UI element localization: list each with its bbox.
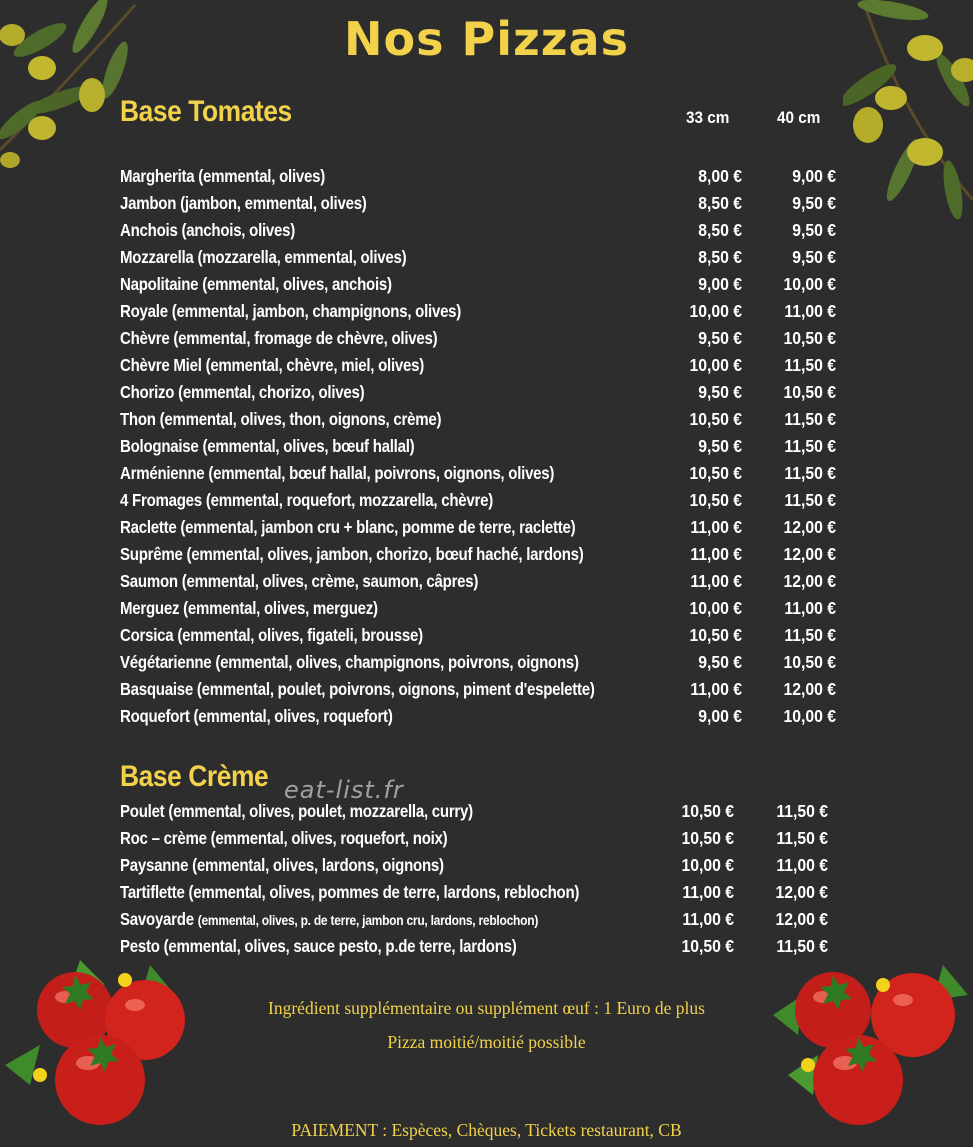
menu-item-ingredients: (emmental, olives, p. de terre, jambon cru, lardons, reblochon) <box>197 912 539 928</box>
menu-item-title: Savoyarde <box>120 909 194 929</box>
price-33cm: 10,50 € <box>689 490 742 510</box>
menu-item-title: Végétarienne (emmental, olives, champignons, poivrons, oignons) <box>120 652 579 672</box>
price-33cm: 10,50 € <box>689 625 742 645</box>
menu-item <box>120 541 860 568</box>
menu-item-name <box>120 190 367 217</box>
menu-item-title: Raclette (emmental, jambon cru + blanc, pomme de terre, raclette) <box>120 517 576 537</box>
menu-item <box>120 217 860 244</box>
price-40cm: 11,50 € <box>784 409 836 429</box>
price-33cm: 10,50 € <box>681 801 734 821</box>
menu-item <box>120 298 860 325</box>
menu-item-name <box>120 541 584 568</box>
menu-item <box>120 271 860 298</box>
half-half-note: Pizza moitié/moitié possible <box>387 1032 586 1052</box>
price-40cm: 9,50 € <box>792 193 836 213</box>
price-40cm: 11,50 € <box>784 490 836 510</box>
menu-item-title: Anchois (anchois, olives) <box>120 220 296 240</box>
menu-item-name <box>120 703 393 730</box>
menu-list-base-creme <box>120 798 860 960</box>
price-40cm: 12,00 € <box>783 517 836 537</box>
price-33cm: 10,50 € <box>689 463 742 483</box>
menu-item-name <box>120 514 575 541</box>
menu-item-title: Thon (emmental, olives, thon, oignons, crème) <box>120 409 442 429</box>
price-40cm: 11,50 € <box>784 625 836 645</box>
price-33cm: 10,50 € <box>689 409 742 429</box>
price-40cm: 9,50 € <box>792 247 836 267</box>
price-40cm: 11,50 € <box>784 436 836 456</box>
menu-item <box>120 163 860 190</box>
price-33cm: 11,00 € <box>682 909 734 929</box>
price-33cm: 11,00 € <box>690 571 742 591</box>
page-title: Nos Pizzas <box>344 12 629 66</box>
menu-item-title: Poulet (emmental, olives, poulet, mozzarella, curry) <box>120 801 473 821</box>
menu-item <box>120 906 860 933</box>
price-33cm: 10,50 € <box>681 828 734 848</box>
menu-item-title: Chèvre Miel (emmental, chèvre, miel, olives) <box>120 355 424 375</box>
menu-item-title: Napolitaine (emmental, olives, anchois) <box>120 274 392 294</box>
price-40cm: 11,00 € <box>784 301 836 321</box>
price-40cm: 10,50 € <box>783 652 836 672</box>
menu-item <box>120 487 860 514</box>
supplement-note: Ingrédient supplémentaire ou supplément œuf : 1 Euro de plus <box>268 998 705 1018</box>
menu-item-name <box>120 649 579 676</box>
menu-item-title: Mozzarella (mozzarella, emmental, olives) <box>120 247 407 267</box>
menu-item-title: Paysanne (emmental, olives, lardons, oignons) <box>120 855 444 875</box>
price-40cm: 12,00 € <box>775 882 828 902</box>
menu-item <box>120 379 860 406</box>
menu-item-title: Basquaise (emmental, poulet, poivrons, oignons, piment d'espelette) <box>120 679 595 699</box>
size-header-40: 40 cm <box>777 108 821 127</box>
menu-item-title: Margherita (emmental, olives) <box>120 166 325 186</box>
menu-item <box>120 825 860 852</box>
menu-item-name <box>120 433 414 460</box>
price-33cm: 8,50 € <box>698 220 742 240</box>
price-33cm: 9,00 € <box>698 706 742 726</box>
menu-item <box>120 460 860 487</box>
price-40cm: 11,50 € <box>784 463 836 483</box>
price-40cm: 12,00 € <box>783 679 836 699</box>
menu-item-name <box>120 825 447 852</box>
menu-item-title: Tartiflette (emmental, olives, pommes de terre, lardons, reblochon) <box>120 882 580 902</box>
price-33cm: 10,00 € <box>689 355 742 375</box>
price-33cm: 10,00 € <box>689 301 742 321</box>
section-heading-base-tomates: Base Tomates <box>120 95 292 128</box>
price-33cm: 8,50 € <box>698 193 742 213</box>
menu-item-title: Bolognaise (emmental, olives, bœuf hallal) <box>120 436 415 456</box>
menu-item-name <box>120 852 444 879</box>
price-40cm: 11,00 € <box>776 855 828 875</box>
menu-item <box>120 879 860 906</box>
menu-item-name <box>120 906 538 934</box>
menu-item-name <box>120 595 378 622</box>
menu-item <box>120 595 860 622</box>
menu-item <box>120 433 860 460</box>
menu-item-title: Arménienne (emmental, bœuf hallal, poivrons, oignons, olives) <box>120 463 555 483</box>
payment-note: PAIEMENT : Espèces, Chèques, Tickets restaurant, CB <box>291 1120 682 1140</box>
menu-item-name <box>120 487 493 514</box>
menu-item-name <box>120 271 392 298</box>
menu-item <box>120 190 860 217</box>
menu-item-title: Jambon (jambon, emmental, olives) <box>120 193 367 213</box>
menu-item-title: 4 Fromages (emmental, roquefort, mozzarella, chèvre) <box>120 490 493 510</box>
menu-item-name <box>120 379 364 406</box>
price-40cm: 12,00 € <box>783 544 836 564</box>
price-33cm: 11,00 € <box>690 517 742 537</box>
menu-item <box>120 514 860 541</box>
menu-item-name <box>120 352 424 379</box>
price-33cm: 9,50 € <box>698 652 742 672</box>
price-40cm: 12,00 € <box>783 571 836 591</box>
menu-item-title: Suprême (emmental, olives, jambon, chorizo, bœuf haché, lardons) <box>120 544 584 564</box>
menu-item <box>120 676 860 703</box>
size-header-33: 33 cm <box>686 108 730 127</box>
menu-item <box>120 933 860 960</box>
price-33cm: 10,50 € <box>681 936 734 956</box>
price-33cm: 9,00 € <box>698 274 742 294</box>
menu-item-title: Chorizo (emmental, chorizo, olives) <box>120 382 365 402</box>
menu-item-title: Corsica (emmental, olives, figateli, brousse) <box>120 625 423 645</box>
menu-item-name <box>120 325 437 352</box>
menu-item <box>120 622 860 649</box>
menu-item <box>120 798 860 825</box>
price-40cm: 11,50 € <box>776 801 828 821</box>
price-33cm: 9,50 € <box>698 436 742 456</box>
price-33cm: 9,50 € <box>698 328 742 348</box>
menu-item-title: Roquefort (emmental, olives, roquefort) <box>120 706 393 726</box>
menu-item-title: Pesto (emmental, olives, sauce pesto, p.de terre, lardons) <box>120 936 517 956</box>
menu-item <box>120 406 860 433</box>
section-heading-base-creme: Base Crème <box>120 760 269 793</box>
menu-item <box>120 703 860 730</box>
price-33cm: 11,00 € <box>690 544 742 564</box>
menu-item-name <box>120 244 406 271</box>
menu-item-title: Royale (emmental, jambon, champignons, olives) <box>120 301 462 321</box>
menu-item-name <box>120 676 595 703</box>
price-40cm: 11,50 € <box>776 936 828 956</box>
menu-item <box>120 325 860 352</box>
menu-item <box>120 352 860 379</box>
price-33cm: 8,50 € <box>698 247 742 267</box>
price-33cm: 11,00 € <box>682 882 734 902</box>
price-33cm: 9,50 € <box>698 382 742 402</box>
price-40cm: 9,00 € <box>792 166 836 186</box>
price-33cm: 8,00 € <box>698 166 742 186</box>
menu-item-name <box>120 879 579 906</box>
price-40cm: 10,00 € <box>783 706 836 726</box>
watermark: eat-list.fr <box>284 776 404 804</box>
menu-item-title: Merguez (emmental, olives, merguez) <box>120 598 378 618</box>
menu-item-title: Chèvre (emmental, fromage de chèvre, olives) <box>120 328 438 348</box>
menu-item-name <box>120 217 295 244</box>
price-40cm: 9,50 € <box>792 220 836 240</box>
price-40cm: 10,50 € <box>783 382 836 402</box>
menu-item-title: Roc – crème (emmental, olives, roquefort, noix) <box>120 828 448 848</box>
menu-item-name <box>120 622 423 649</box>
menu-list-base-tomates <box>120 163 860 730</box>
menu-item-name <box>120 406 441 433</box>
price-33cm: 11,00 € <box>690 679 742 699</box>
price-33cm: 10,00 € <box>689 598 742 618</box>
price-40cm: 10,00 € <box>783 274 836 294</box>
price-40cm: 10,50 € <box>783 328 836 348</box>
menu-item <box>120 649 860 676</box>
menu-item-name <box>120 460 554 487</box>
menu-item <box>120 852 860 879</box>
price-40cm: 11,00 € <box>784 598 836 618</box>
menu-item-name <box>120 568 478 595</box>
menu-item-name <box>120 298 461 325</box>
price-33cm: 10,00 € <box>681 855 734 875</box>
menu-item <box>120 244 860 271</box>
price-40cm: 11,50 € <box>784 355 836 375</box>
price-40cm: 11,50 € <box>776 828 828 848</box>
menu-item <box>120 568 860 595</box>
price-40cm: 12,00 € <box>775 909 828 929</box>
menu-item-title: Saumon (emmental, olives, crème, saumon, câpres) <box>120 571 479 591</box>
menu-item-name <box>120 163 325 190</box>
